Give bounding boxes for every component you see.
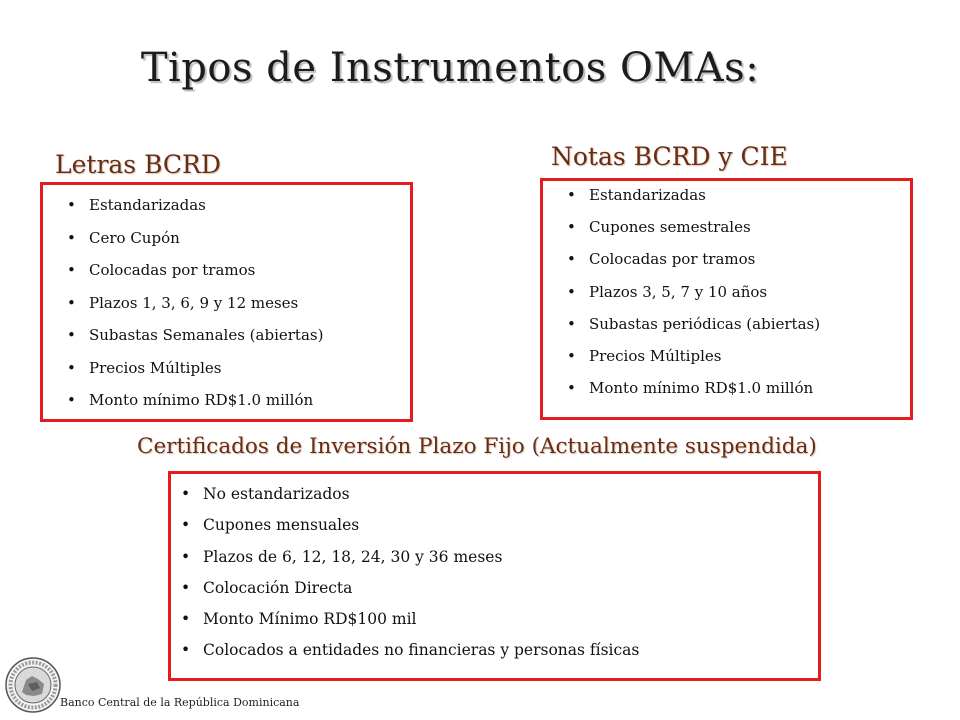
letras-box xyxy=(40,182,413,422)
certificados-item: • Monto Mínimo RD$100 mil xyxy=(177,607,639,638)
notas-item: • Estandarizadas xyxy=(563,183,820,215)
bank-seal-logo xyxy=(4,654,62,716)
letras-item: • Cero Cupón xyxy=(63,226,323,259)
letras-item: • Subastas Semanales (abiertas) xyxy=(63,323,323,356)
certificados-list xyxy=(177,482,639,670)
letras-item: • Plazos 1, 3, 6, 9 y 12 meses xyxy=(63,291,323,324)
page-title: Tipos de Instrumentos OMAs: xyxy=(140,45,760,91)
certificados-item: • Colocación Directa xyxy=(177,576,639,607)
letras-item: • Precios Múltiples xyxy=(63,356,323,389)
certificados-item: • Colocados a entidades no financieras y personas físicas xyxy=(177,638,639,669)
notas-item: • Plazos 3, 5, 7 y 10 años xyxy=(563,280,820,312)
notas-item: • Subastas periódicas (abiertas) xyxy=(563,312,820,344)
notas-item: • Monto mínimo RD$1.0 millón xyxy=(563,376,820,408)
certificados-box xyxy=(168,471,821,681)
notas-item: • Cupones semestrales xyxy=(563,215,820,247)
notas-list xyxy=(563,183,820,408)
letras-list xyxy=(63,193,323,421)
letras-item: • Colocadas por tramos xyxy=(63,258,323,291)
certificados-item: • No estandarizados xyxy=(177,482,639,513)
notas-item: • Colocadas por tramos xyxy=(563,247,820,279)
certificados-item: • Cupones mensuales xyxy=(177,513,639,544)
notas-box xyxy=(540,178,913,420)
notas-heading: Notas BCRD y CIE xyxy=(551,142,788,171)
notas-item: • Precios Múltiples xyxy=(563,344,820,376)
letras-heading: Letras BCRD xyxy=(55,150,221,179)
footer-text: Banco Central de la República Dominicana xyxy=(60,696,300,709)
letras-item: • Monto mínimo RD$1.0 millón xyxy=(63,388,323,421)
certificados-item: • Plazos de 6, 12, 18, 24, 30 y 36 meses xyxy=(177,545,639,576)
letras-item: • Estandarizadas xyxy=(63,193,323,226)
certificados-heading: Certificados de Inversión Plazo Fijo (Actualmente suspendida) xyxy=(137,434,817,459)
